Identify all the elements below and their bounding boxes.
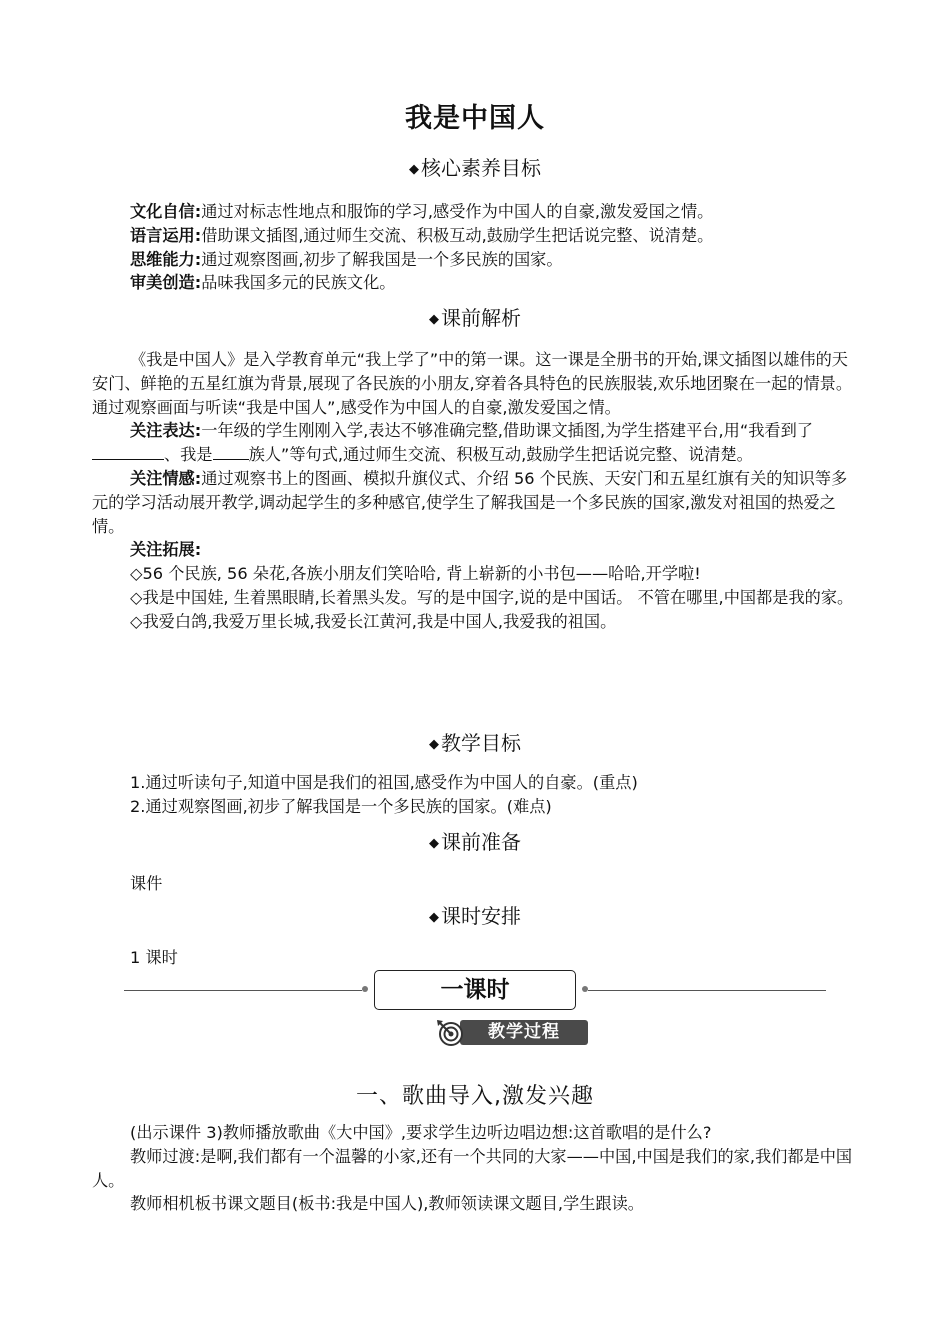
core-goal-item: 文化自信:通过对标志性地点和服饰的学习,感受作为中国人的自豪,激发爱国之情。 [130,202,714,221]
core-goals-list [92,200,862,295]
section-heading-core-goals: ◆ 核心素养目标 [409,156,541,180]
diamond-bullet-icon: ◆ [429,737,439,752]
analysis-body [92,348,862,634]
analysis-expand-item: ◇我爱白鸽,我爱万里长城,我爱长江黄河,我是中国人,我爱我的祖国。 [130,611,617,631]
divider-dot-right [582,986,588,992]
part1-paragraph: 教师相机板书课文题目(板书:我是中国人),教师领读课文题目,学生跟读。 [130,1194,644,1214]
document-title: 我是中国人 [405,103,545,134]
lesson-banner-label: 一课时 [374,970,576,1010]
section-heading-teaching-goals: ◆ 教学目标 [429,731,521,755]
diamond-bullet-icon: ◆ [409,162,419,177]
core-goal-item: 语言运用:借助课文插图,通过师生交流、积极互动,鼓励学生把话说完整、说清楚。 [130,225,714,245]
analysis-expand-item: ◇我是中国娃, 生着黑眼睛,长着黑头发。写的是中国字,说的是中国话。 不管在哪里,中国都是我的家。 [130,587,854,607]
analysis-intro: 《我是中国人》是入学教育单元“我上学了”中的第一课。这一课是全册书的开始,课文插图以雄伟的天安门、鲜艳的五星红旗为背景,展现了各民族的小朋友,穿着各具特色的民族服装,欢乐地团聚在一起的情景。通过观察画面与听读“我是中国人”,感受作为中国人的自豪,激发爱国之情。 [92,350,853,417]
schedule-body [92,946,862,970]
diamond-bullet-icon: ◆ [429,312,439,327]
divider-line-left [124,990,362,991]
preparation-body [92,872,862,896]
fill-blank-2 [213,444,249,460]
core-goal-item: 思维能力:通过观察图画,初步了解我国是一个多民族的国家。 [130,249,563,269]
divider-dot-left [362,986,368,992]
diamond-bullet-icon: ◆ [429,910,439,925]
teaching-goals-list [92,771,862,819]
divider-line-right [588,990,826,991]
schedule-text: 1 课时 [130,948,178,967]
section-heading-analysis: ◆ 课前解析 [429,306,521,330]
section-heading-preparation: ◆ 课前准备 [429,830,521,854]
section-heading-schedule: ◆ 课时安排 [429,904,521,928]
part1-paragraph: (出示课件 3)教师播放歌曲《大中国》,要求学生边听边唱边想:这首歌唱的是什么? [130,1123,712,1142]
part1-heading: 一、歌曲导入,激发兴趣 [356,1084,594,1109]
diamond-bullet-icon: ◆ [429,836,439,851]
teaching-goal-item: 2.通过观察图画,初步了解我国是一个多民族的国家。(难点) [130,796,552,816]
target-icon [436,1019,464,1047]
part1-body [92,1121,862,1216]
core-goal-item: 审美创造:品味我国多元的民族文化。 [130,273,396,293]
analysis-emotion: 关注情感:通过观察书上的图画、模拟升旗仪式、介绍 56 个民族、天安门和五星红旗有关的知识等多元的学习活动展开教学,调动起学生的多种感官,使学生了解我国是一个多民族的国家,激发对祖国的热爱之情。 [92,468,848,536]
analysis-expression: 关注表达:一年级的学生刚刚入学,表达不够准确完整,借助课文插图,为学生搭建平台,用“我看到了、我是 族人”等句式,通过师生交流、积极互动,鼓励学生把话说完整、说清楚。 [92,419,862,467]
preparation-text: 课件 [130,874,163,893]
fill-blank-1 [92,444,164,460]
process-badge-label: 教学过程 [460,1020,588,1045]
analysis-expand-label: 关注拓展: [130,540,202,560]
analysis-expand-item: ◇56 个民族, 56 朵花,各族小朋友们笑哈哈, 背上崭新的小书包——哈哈,开学啦! [130,564,701,584]
part1-paragraph: 教师过渡:是啊,我们都有一个温馨的小家,还有一个共同的大家——中国,中国是我们的家,我们都是中国人。 [92,1146,853,1190]
teaching-goal-item: 1.通过听读句子,知道中国是我们的祖国,感受作为中国人的自豪。(重点) [130,773,638,792]
lesson-banner [124,969,826,1013]
